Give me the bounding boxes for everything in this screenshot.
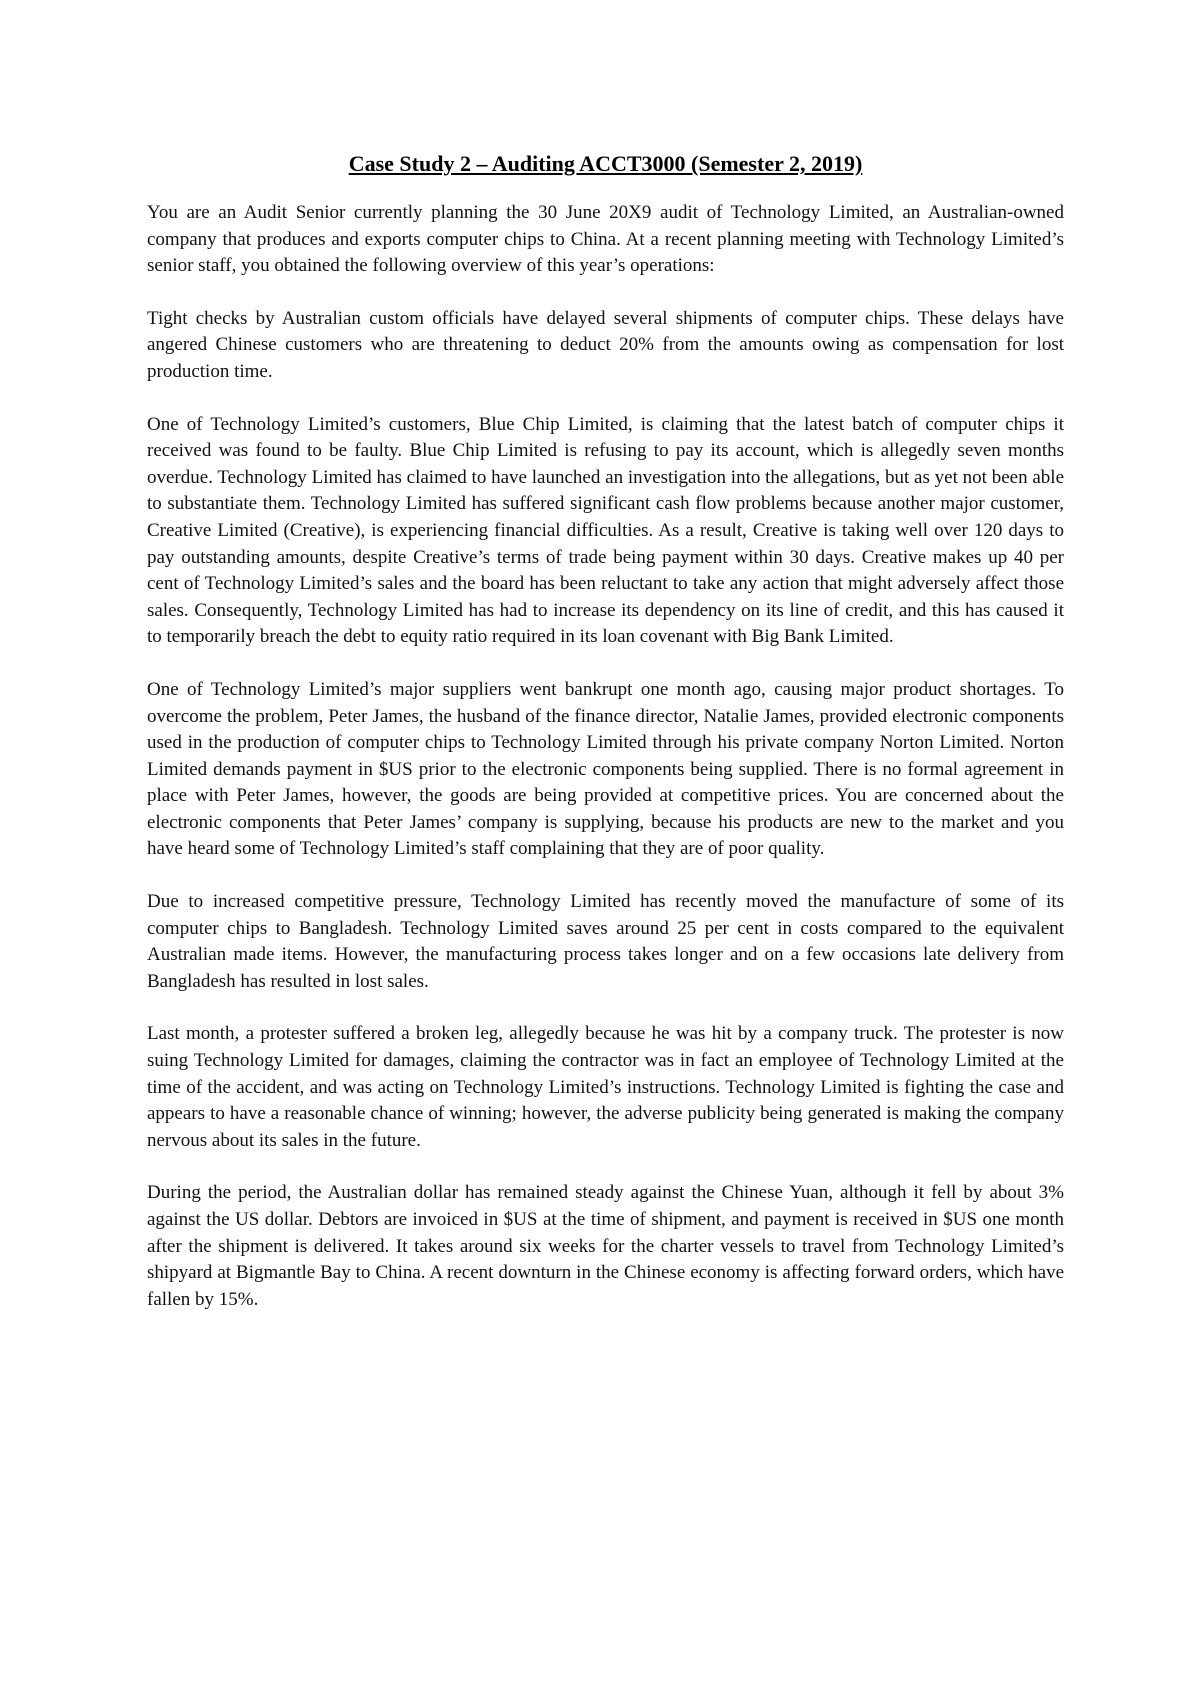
paragraph-protester-lawsuit: Last month, a protester suffered a broken leg, allegedly because he was hit by a company truck. The protester is now suing Technology Limited for damages, claiming the contractor was in fact an employee of Technology Limited at the time of the accident, and was acting on Technology Limited’s instructions. Technology Limited is fighting the case and appears to have a reasonable chance of winning; however, the adverse publicity being generated is making the company nervous about its sales in the future. — [147, 1023, 1064, 1151]
paragraph-bangladesh-manufacture: Due to increased competitive pressure, Technology Limited has recently moved the manufacture of some of its computer chips to Bangladesh. Technology Limited saves around 25 per cent in costs compared to the equivalent Australian made items. However, the manufacturing process takes longer and on a few occasions late delivery from Bangladesh has resulted in lost sales. — [147, 891, 1064, 992]
paragraph-currency-exposure: During the period, the Australian dollar has remained steady against the Chinese Yuan, although it fell by about 3% against the US dollar. Debtors are invoiced in $US at the time of shipment, and payment is received in $US one month after the shipment is delivered. It takes around six weeks for the charter vessels to travel from Technology Limited’s shipyard at Bigmantle Bay to China. A recent downturn in the Chinese economy is affecting forward orders, which have fallen by 15%. — [147, 1182, 1064, 1310]
document-body — [147, 150, 1064, 1339]
paragraph-custom-delays: Tight checks by Australian custom officials have delayed several shipments of computer chips. These delays have angered Chinese customers who are threatening to deduct 20% from the amounts owing as compensation for lost production time. — [147, 307, 1064, 382]
paragraph-customer-disputes: One of Technology Limited’s customers, Blue Chip Limited, is claiming that the latest batch of computer chips it received was found to be faulty. Blue Chip Limited is refusing to pay its account, which is allegedly seven months overdue. Technology Limited has claimed to have launched an investigation into the allegations, but as yet not been able to substantiate them. Technology Limited has suffered significant cash flow problems because another major customer, Creative Limited (Creative), is experiencing financial difficulties. As a result, Creative is taking well over 120 days to pay outstanding amounts, despite Creative’s terms of trade being payment within 30 days. Creative makes up 40 per cent of Technology Limited’s sales and the board has been reluctant to take any action that might adversely affect those sales. Consequently, Technology Limited has had to increase its dependency on its line of credit, and this has caused it to temporarily breach the debt to equity ratio required in its loan covenant with Big Bank Limited. — [147, 413, 1064, 648]
paragraph-supplier-bankruptcy: One of Technology Limited’s major suppliers went bankrupt one month ago, causing major product shortages. To overcome the problem, Peter James, the husband of the finance director, Natalie James, provided electronic components used in the production of computer chips to Technology Limited through his private company Norton Limited. Norton Limited demands payment in $US prior to the electronic components being supplied. There is no formal agreement in place with Peter James, however, the goods are being provided at competitive prices. You are concerned about the electronic components that Peter James’ company is supplying, because his products are new to the market and you have heard some of Technology Limited’s staff complaining that they are of poor quality. — [147, 678, 1064, 860]
paragraph-introduction: You are an Audit Senior currently planning the 30 June 20X9 audit of Technology Limited, an Australian-owned company that produces and exports computer chips to China. At a recent planning meeting with Technology Limited’s senior staff, you obtained the following overview of this year’s operations: — [147, 202, 1064, 277]
document-title: Case Study 2 – Auditing ACCT3000 (Semester 2, 2019) — [348, 151, 863, 176]
